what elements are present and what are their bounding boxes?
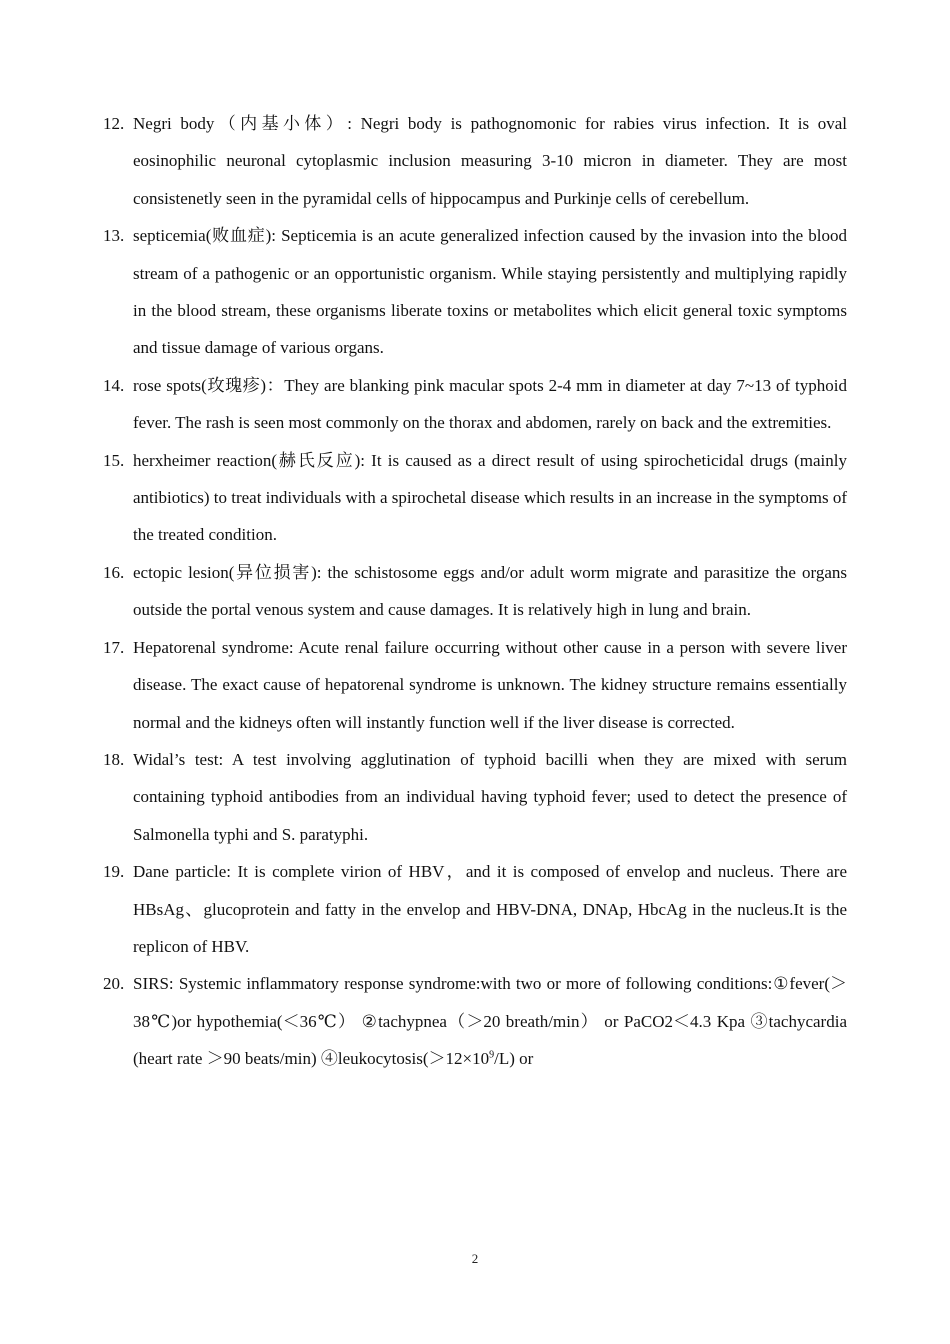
item-text: rose spots(玫瑰疹)：They are blanking pink macular spots 2-4 mm in diameter at day 7~13 of typhoid fever. The rash is seen most commonly on the thorax and abdomen, rarely on back and the extremities. [133, 375, 847, 433]
list-item-12 [103, 105, 847, 217]
item-number: 15. [103, 450, 125, 470]
item-text-tail: /L) or [494, 1049, 534, 1069]
item-number: 18. [103, 749, 125, 769]
item-text: herxheimer reaction(赫氏反应): It is caused as a direct result of using spirocheticidal drugs (mainly antibiotics) to treat individuals with a spirochetal disease which results in an increase in the symptoms of the treated condition. [133, 450, 847, 545]
item-number: 12. [103, 114, 125, 133]
item-text-main: SIRS: Systemic inflammatory response syndrome:with two or more of following conditions:①fever(＞38℃)or hypothemia(＜36℃） ②tachypnea（＞20 breath/min） or PaCO2＜4.3 Kpa ③tachycardia (heart rate ＞90 beats/min) ④leukocytosis(＞12×10 [133, 974, 847, 1069]
list-item-17 [103, 629, 847, 741]
item-number: 17. [103, 637, 125, 657]
item-number: 19. [103, 862, 125, 882]
exponent: 9 [489, 1049, 495, 1061]
list-item-18 [103, 741, 847, 853]
list-item-13 [103, 217, 847, 367]
definition-list [103, 105, 847, 1078]
item-text: Hepatorenal syndrome: Acute renal failure occurring without other cause in a person with severe liver disease. The exact cause of hepatorenal syndrome is unknown. The kidney structure remains essentially normal and the kidneys often will instantly function well if the liver disease is corrected. [133, 637, 847, 732]
item-text: Negri body（内基小体）: Negri body is pathognomonic for rabies virus infection. It is oval eosinophilic neuronal cytoplasmic inclusion measuring 3-10 micron in diameter. They are most consistenetly seen in the pyramidal cells of hippocampus and Purkinje cells of cerebellum. [133, 114, 847, 208]
item-number: 13. [103, 226, 125, 246]
list-item-20 [103, 965, 847, 1077]
list-item-15 [103, 442, 847, 554]
item-text: septicemia(败血症): Septicemia is an acute generalized infection caused by the invasion into the blood stream of a pathogenic or an opportunistic organism. While staying persistently and multiplying rapidly in the blood stream, these organisms liberate toxins or metabolites which elicit general toxic symptoms and tissue damage of various organs. [133, 226, 847, 358]
list-item-19 [103, 853, 847, 965]
item-text: Dane particle: It is complete virion of HBV，and it is composed of envelop and nucleus. There are HBsAg、glucoprotein and fatty in the envelop and HBV-DNA, DNAp, HbcAg in the nucleus.It is the replicon of HBV. [133, 862, 847, 956]
list-item-16 [103, 554, 847, 629]
page-number: 2 [471, 1251, 479, 1266]
list-item-14 [103, 367, 847, 442]
item-number: 20. [103, 974, 125, 994]
item-number: 16. [103, 562, 125, 582]
item-text: ectopic lesion(异位损害): the schistosome eggs and/or adult worm migrate and parasitize the organs outside the portal venous system and cause damages. It is relatively high in lung and brain. [133, 562, 847, 620]
item-text: Widal’s test: A test involving agglutination of typhoid bacilli when they are mixed with serum containing typhoid antibodies from an individual having typhoid fever; used to detect the presence of Salmonella typhi and S. paratyphi. [133, 749, 847, 844]
item-text [133, 965, 847, 1077]
item-number: 14. [103, 375, 125, 395]
